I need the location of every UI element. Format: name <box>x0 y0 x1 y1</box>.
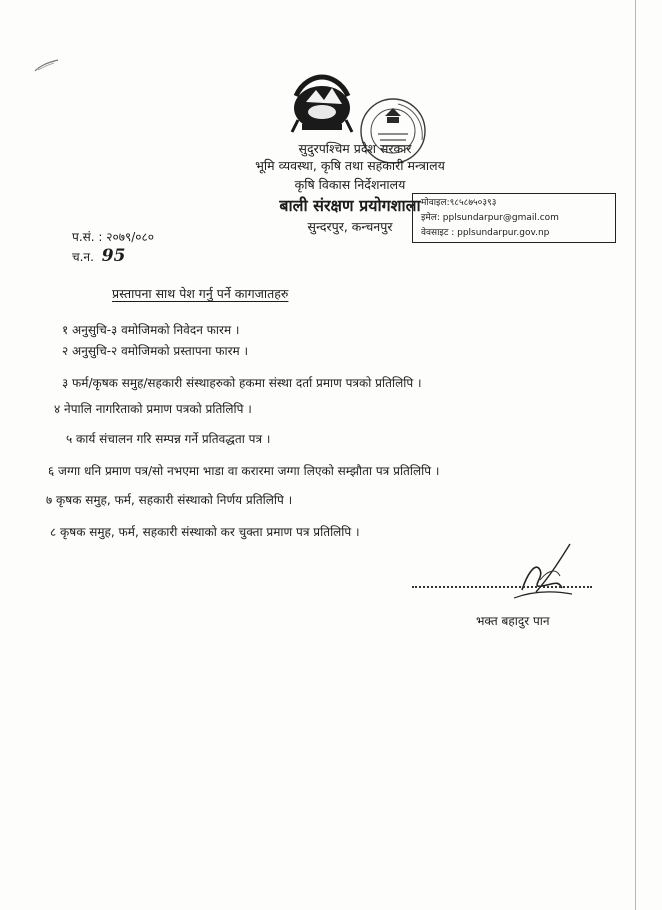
signature-line <box>412 586 592 588</box>
nepal-emblem-logo <box>288 74 356 136</box>
scan-artifact <box>34 58 60 72</box>
contact-mobile: मोवाइल:९८५८७५०३९३ <box>421 198 497 208</box>
list-item: ८ कृषक समुह, फर्म, सहकारी संस्थाको कर चुक्ता प्रमाण पत्र प्रतिलिपि । <box>50 525 360 539</box>
list-item: ७ कृषक समुह, फर्म, सहकारी संस्थाको निर्णय प्रतिलिपि । <box>46 493 293 507</box>
list-item: १ अनुसुचि-३ वमोजिमको निवेदन फारम । <box>62 323 240 337</box>
letterhead-province: सुदुरपश्चिम प्रदेश सरकार <box>298 141 412 156</box>
reference-cn-label: च.न. <box>72 250 94 264</box>
letterhead-address: सुन्दरपुर, कन्चनपुर <box>307 219 393 234</box>
list-item: ३ फर्म/कृषक समुह/सहकारी संस्थाहरुको हकमा संस्था दर्ता प्रमाण पत्रको प्रतिलिपि । <box>62 376 422 390</box>
contact-box <box>412 193 616 243</box>
reference-cn <box>72 246 125 266</box>
document-subject: प्रस्तापना साथ पेश गर्नु पर्ने कागजातहरु <box>112 286 289 301</box>
letterhead-ministry: भूमि व्यवस्था, कृषि तथा सहकारी मन्त्रालय <box>255 158 445 173</box>
contact-website: वेवसाइट : pplsundarpur.gov.np <box>421 228 550 238</box>
handwritten-signature <box>500 540 580 610</box>
letterhead-directorate: कृषि विकास निर्देशनालय <box>294 177 406 192</box>
signer-name: भक्त बहादुर पान <box>476 614 550 628</box>
list-item: ४ नेपालि नागरिताको प्रमाण पत्रको प्रतिलिपि । <box>54 402 252 416</box>
list-item: ५ कार्य संचालन गरि सम्पन्न गर्ने प्रतिवद्धता पत्र । <box>66 432 271 446</box>
list-item: ६ जग्गा धनि प्रमाण पत्र/सो नभएमा भाडा वा करारमा जग्गा लिएको सम्झौता पत्र प्रतिलिपि । <box>48 464 440 478</box>
reference-cn-value: 95 <box>101 246 126 266</box>
contact-email: इमेल: pplsundarpur@gmail.com <box>421 213 559 223</box>
list-item: २ अनुसुचि-२ वमोजिमको प्रस्तापना फारम । <box>62 344 249 358</box>
reference-ps: प.सं. : २०७९/०८० <box>72 230 154 244</box>
scan-edge <box>635 0 636 910</box>
letterhead-office-name: बाली संरक्षण प्रयोगशाला <box>279 196 421 215</box>
